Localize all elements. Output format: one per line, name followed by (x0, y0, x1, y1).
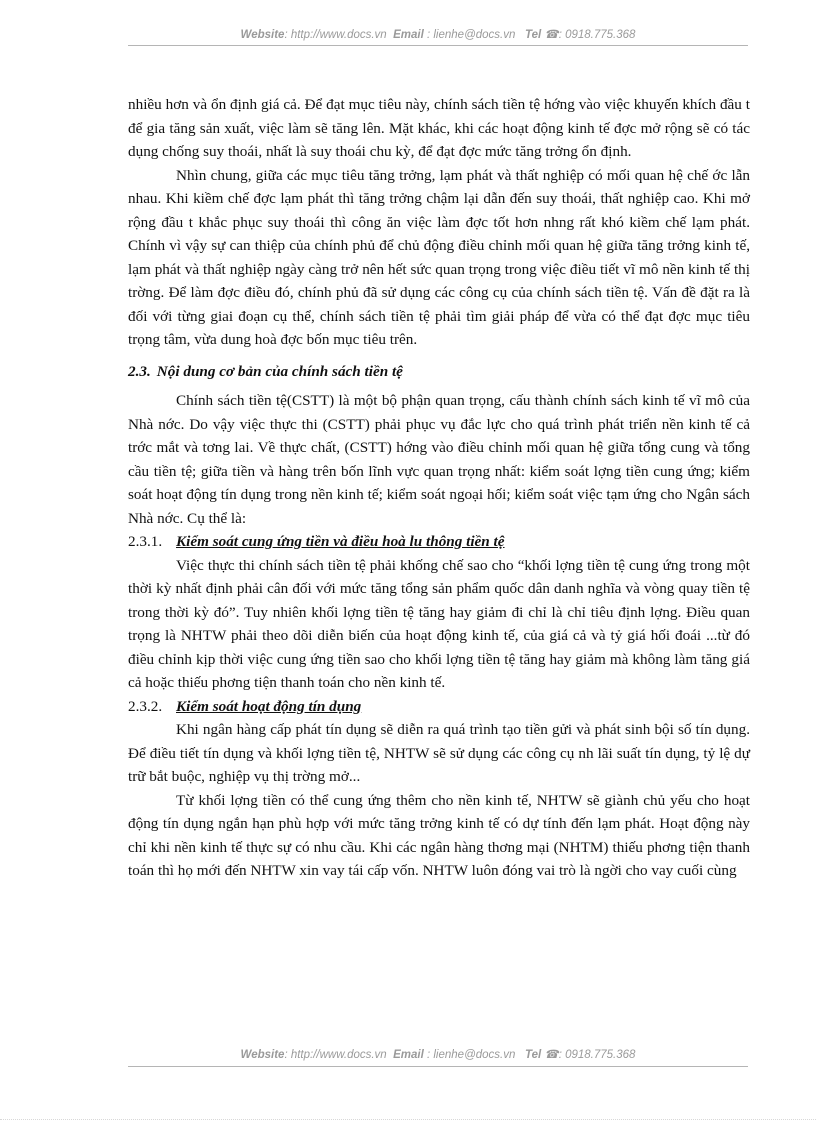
footer-tel-value: ☎: 0918.775.368 (544, 1049, 636, 1061)
subsection-title: Kiểm soát hoạt động tín dụng (176, 697, 362, 715)
subsection-number: 2.3.1. (128, 533, 163, 550)
footer-website-value: : http://www.docs.vn (284, 1049, 387, 1061)
header-website-label: Website (240, 29, 285, 41)
paragraph-2: Nhìn chung, giữa các mục tiêu tăng trởng, lạm phát và thất nghiệp có mối quan hệ chế ớc lẫn nhau. Khi kiềm chế đợc lạm phát thì tăng trởng chậm lại dẫn đến suy thoái, thất nghiệp cao. Khi mở rộng đầu t khắc phục suy thoái thì công ăn việc làm đợc tốt hơn nhng rất khó kiềm chế lạm phát. Chính vì vậy sự can thiệp của chính phủ để chủ động điều chỉnh mối quan hệ giữa tăng trởng kinh tế, lạm phát và thất nghiệp ngày càng trở nên hết sức quan trọng trong việc điều tiết vĩ mô nền kinh tế thị trờng. Để làm đợc điều đó, chính phủ đã sử dụng các công cụ của chính sách tiền tệ. Vấn đề đặt ra là đối với từng giai đoạn cụ thể, chính sách tiền tệ phải tìm giải pháp để vừa có thể đạt đợc mục tiêu trọng tâm, vừa dung hoà đợc bốn mục tiêu trên. (128, 166, 750, 348)
paragraph-5: Khi ngân hàng cấp phát tín dụng sẽ diễn ra quá trình tạo tiền gửi và phát sinh bội số tín dụng. Để điều tiết tín dụng và khối lợng tiền tệ, NHTW sẽ sử dụng các công cụ nh lãi suất tín dụng, tỷ lệ dự trữ bắt buộc, nghiệp vụ thị trờng mở... (128, 721, 750, 785)
footer-tel-label: Tel (524, 1049, 542, 1061)
subsection-heading-2-3-1 (128, 530, 750, 554)
footer-email-label: Email (393, 1049, 424, 1061)
footer-email-value: : lienhe@docs.vn (426, 1049, 516, 1061)
header-tel-value: ☎: 0918.775.368 (544, 29, 636, 41)
paragraph-6: Từ khối lợng tiền có thể cung ứng thêm cho nền kinh tế, NHTW sẽ giành chủ yếu cho hoạt động tín dụng ngắn hạn phù hợp với mức tăng trởng kinh tế có dự tính đến lạm phát. Hoạt động này chỉ khi nền kinh tế thực sự có nhu cầu. Khi các ngân hàng thơng mại (NHTM) thiếu phơng tiện thanh toán thì họ mới đến NHTW xin vay tái cấp vốn. NHTW luôn đóng vai trò là ngời cho vay cuối cùng (128, 791, 750, 879)
page-header (128, 27, 748, 46)
header-email-label: Email (393, 29, 424, 41)
subsection-heading-2-3-2 (128, 695, 750, 719)
page-footer (128, 1047, 748, 1067)
document-body (128, 93, 750, 883)
header-tel-label: Tel (524, 29, 542, 41)
subsection-title: Kiểm soát cung ứng tiền và điều hoà lu thông tiền tệ (176, 533, 505, 550)
paragraph-4: Việc thực thi chính sách tiền tệ phải khống chế sao cho “khối lợng tiền tệ cung ứng trong một thời kỳ nhất định phải cân đối với mức tăng tổng sản phẩm quốc dân danh nghĩa và vòng quay tiền tệ trong thời kỳ đó”. Tuy nhiên khối lợng tiền tệ tăng hay giảm đi chỉ là chỉ tiêu định lợng. Điều quan trọng là NHTW phải theo dõi diễn biến của hoạt động kinh tế, của giá cả và tỷ giá hối đoái ...từ đó điều chỉnh kịp thời việc cung ứng tiền sao cho khối lợng tiền tệ tăng hay giảm mà không làm tăng giá cả hoặc thiếu phơng tiện thanh toán cho nền kinh tế. (128, 556, 750, 691)
header-email-value: : lienhe@docs.vn (426, 29, 516, 41)
section-title: Nội dung cơ bản của chính sách tiền tệ (156, 362, 403, 380)
header-website-value: : http://www.docs.vn (284, 29, 387, 41)
footer-website-label: Website (240, 1049, 285, 1061)
section-heading-2-3 (128, 360, 750, 384)
subsection-number: 2.3.2. (128, 697, 163, 715)
paragraph-3: Chính sách tiền tệ(CSTT) là một bộ phận quan trọng, cấu thành chính sách kinh tế vĩ mô của Nhà nớc. Do vậy việc thực thi (CSTT) phải phục vụ đắc lực cho quá trình phát triển nền kinh tế cả trớc mắt và tơng lai. Về thực chất, (CSTT) hớng vào điều chỉnh mối quan hệ giữa tổng cung và tổng cầu tiền tệ; giữa tiền và hàng trên bốn lĩnh vực quan trọng nhất: kiểm soát lợng tiền cung ứng; kiểm soát hoạt động tín dụng trong nền kinh tế; kiểm soát ngoại hối; kiểm soát việc tạm ứng cho Ngân sách Nhà nớc. Cụ thể là: (128, 392, 750, 527)
section-number: 2.3. (128, 362, 151, 380)
page-edge-divider (0, 1119, 816, 1121)
paragraph-1: nhiều hơn và ổn định giá cả. Để đạt mục tiêu này, chính sách tiền tệ hớng vào việc khuyến khích đầu t để gia tăng sản xuất, việc làm sẽ tăng lên. Mặt khác, khi các hoạt động kinh tế đợc mở rộng sẽ có tác dụng chống suy thoái, nhất là suy thoái chu kỳ, để đạt đợc mức tăng trởng ổn định. (128, 96, 750, 160)
